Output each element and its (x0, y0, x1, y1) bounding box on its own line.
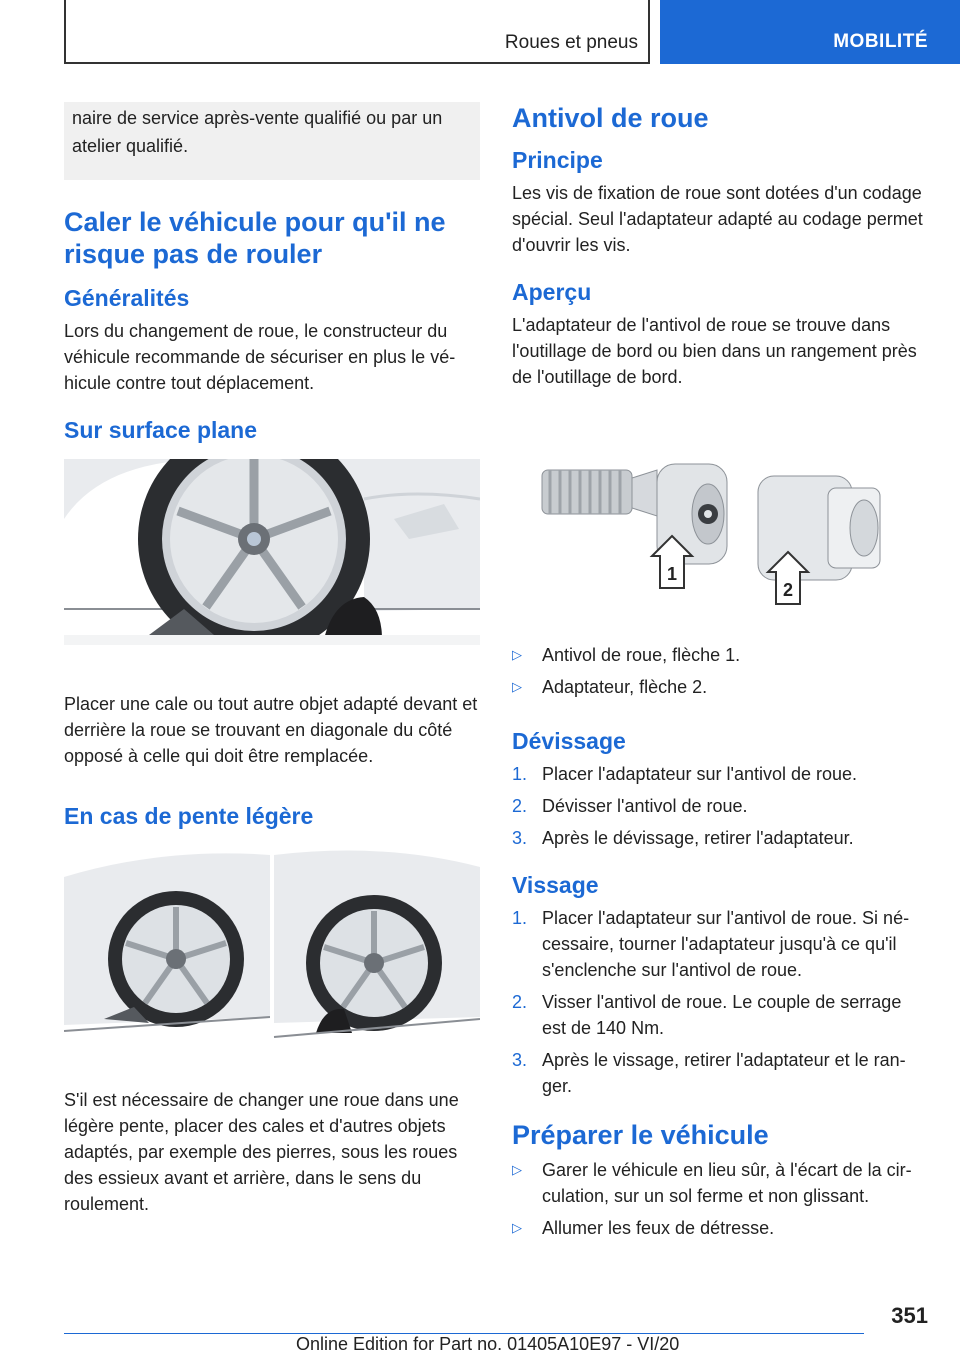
header-chapter-title: MOBILITÉ (833, 31, 928, 52)
step-number: 3. (512, 828, 528, 848)
heading-slope: En cas de pente légère (64, 803, 314, 829)
step-number: 2. (512, 796, 528, 816)
heading-prepare-vehicle: Préparer le véhicule (512, 1120, 769, 1150)
heading-wheel-chock: Caler le véhicule pour qu'il ne risque pas de rouler (64, 207, 446, 269)
list-item: ▷ Adaptateur, flèche 2. (512, 674, 928, 700)
paragraph-overview: L'adaptateur de l'antivol de roue se trouve dans l'outillage de bord ou bien dans un rangement près de l'outillage de bord. (512, 315, 917, 387)
heading-principle: Principe (512, 147, 603, 173)
overview-list (512, 642, 928, 700)
header-section-title: Roues et pneus (504, 32, 638, 53)
heading-unscrewing: Dévissage (512, 728, 626, 754)
list-item: 2. Dévisser l'antivol de roue. (512, 793, 928, 819)
figure-label-2: 2 (782, 580, 794, 600)
list-item: 1. Placer l'adaptateur sur l'antivol de roue. (512, 761, 928, 787)
list-item: 2. Visser l'antivol de roue. Le couple de serrage est de 140 Nm. (512, 989, 928, 1041)
screw-steps (512, 905, 928, 1099)
list-item: 1. Placer l'adaptateur sur l'antivol de roue. Si nécessaire, tourner l'adaptateur jusqu'à ce qu'il s'enclenche sur l'antivol de roue. (512, 905, 928, 983)
right-column (512, 102, 928, 1241)
step-number: 2. (512, 992, 528, 1012)
note-text: naire de service après-vente qualifié ou par un atelier qualifié. (72, 108, 443, 156)
list-item: ▷ Garer le véhicule en lieu sûr, à l'écart de la circulation, sur un sol ferme et non glissant. (512, 1157, 928, 1209)
paragraph-general: Lors du changement de roue, le constructeur du véhicule recommande de sécuriser en plus le véhicule contre tout déplacement. (64, 321, 456, 393)
heading-overview: Aperçu (512, 279, 592, 305)
header-section-box (64, 0, 650, 64)
note-box (64, 102, 480, 180)
heading-screwing: Vissage (512, 872, 599, 898)
figure-label-1: 1 (666, 564, 678, 584)
figure-wheel-chock-flat (64, 459, 480, 645)
step-number: 3. (512, 1050, 528, 1070)
list-item: 3. Après le vissage, retirer l'adaptateur et le ranger. (512, 1047, 928, 1099)
footer-edition: Online Edition for Part no. 01405A10E97 - VI/20 (296, 1334, 680, 1354)
list-item: 3. Après le dévissage, retirer l'adaptateur. (512, 825, 928, 851)
heading-general: Généralités (64, 285, 190, 311)
paragraph-flat-surface: Placer une cale ou tout autre objet adapté devant et derrière la roue se trouvant en diagonale du côté opposé à celle qui doit être remplacée. (64, 694, 478, 766)
step-number: 1. (512, 764, 528, 784)
header-chapter-tab (660, 0, 960, 64)
triangle-bullet-icon: ▷ (512, 1162, 522, 1177)
triangle-bullet-icon: ▷ (512, 1220, 522, 1235)
figure-wheel-chock-slope (64, 847, 480, 1045)
paragraph-principle: Les vis de fixation de roue sont dotées d'un codage spécial. Seul l'adaptateur adapté au codage permet d'ouvrir les vis. (512, 183, 923, 255)
figure-wheel-lock-adapter (512, 430, 928, 606)
left-column (64, 102, 480, 1217)
heading-flat-surface: Sur surface plane (64, 417, 258, 443)
list-item: ▷ Allumer les feux de détresse. (512, 1215, 928, 1241)
triangle-bullet-icon: ▷ (512, 679, 522, 694)
heading-wheel-lock: Antivol de roue (512, 103, 709, 133)
step-number: 1. (512, 908, 528, 928)
prepare-list (512, 1157, 928, 1241)
paragraph-slope: S'il est nécessaire de changer une roue dans une légère pente, placer des cales et d'autres objets adaptés, par exemple des pierres, sous les roues des essieux avant et arrière, dans le sens du roulement. (64, 1090, 459, 1214)
page-number: 351 (891, 1303, 928, 1328)
unscrew-steps (512, 761, 928, 851)
triangle-bullet-icon: ▷ (512, 647, 522, 662)
list-item: ▷ Antivol de roue, flèche 1. (512, 642, 928, 668)
